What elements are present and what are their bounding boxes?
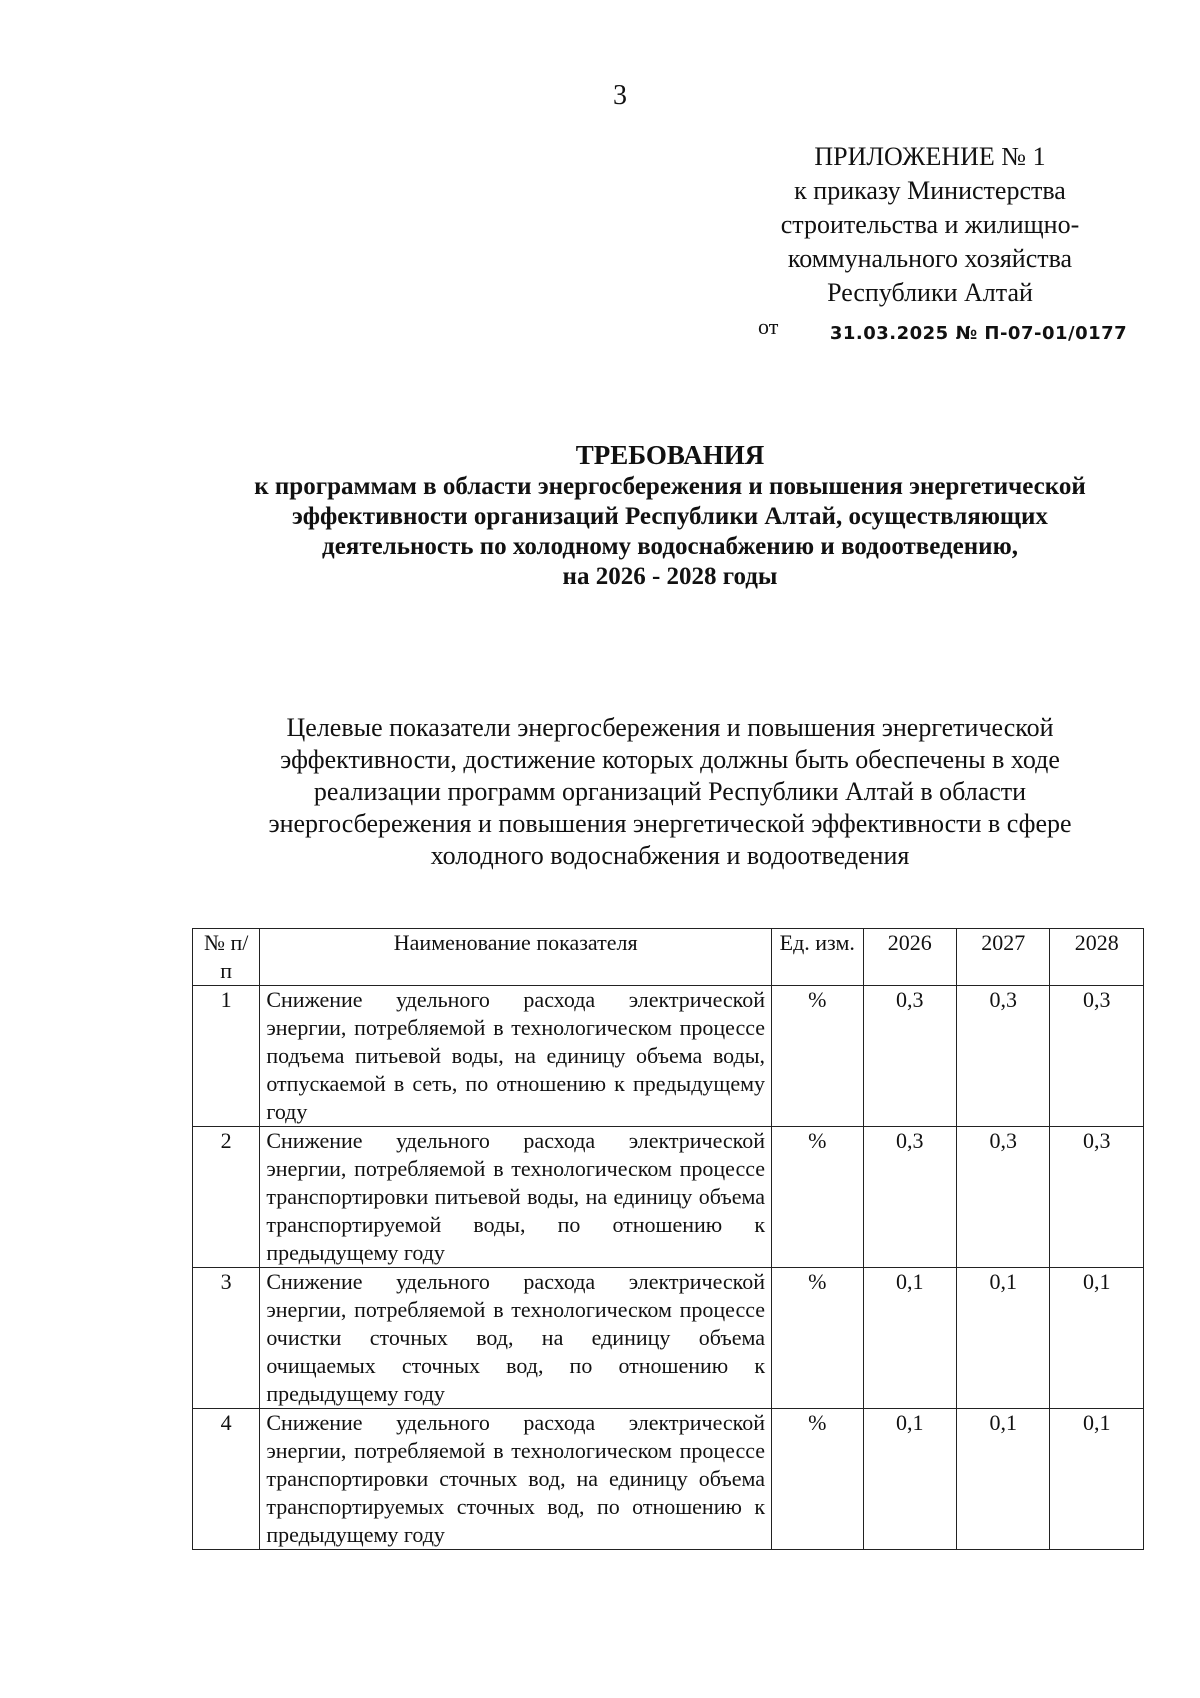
row-value-2027: 0,1 [956, 1409, 1049, 1550]
row-value-2028: 0,3 [1050, 986, 1144, 1127]
order-from-label: от [758, 314, 779, 339]
header-name: Наименование показателя [260, 929, 772, 986]
row-indicator-name: Снижение удельного расхода электрической энергии, потребляемой в технологическом процессе очистки сточных вод, на единицу объема очищаемых сточных вод, по отношению к предыдущему году [260, 1268, 772, 1409]
appendix-header [740, 140, 1120, 310]
title-main: ТРЕБОВАНИЯ [575, 440, 765, 470]
table-caption [190, 712, 1150, 872]
title-line: к программам в области энергосбережения и повышения энергетической [254, 473, 1086, 500]
row-value-2028: 0,3 [1050, 1127, 1144, 1268]
row-value-2026: 0,1 [863, 1409, 956, 1550]
header-unit: Ед. изм. [772, 929, 863, 986]
row-num: 3 [193, 1268, 260, 1409]
row-value-2027: 0,1 [956, 1268, 1049, 1409]
table-row [193, 1409, 1144, 1550]
row-indicator-name: Снижение удельного расхода электрической энергии, потребляемой в технологическом процессе подъема питьевой воды, на единицу объема воды, отпускаемой в сеть, по отношению к предыдущему году [260, 986, 772, 1127]
header-year-2028: 2028 [1050, 929, 1144, 986]
order-reference [758, 314, 1128, 344]
row-value-2026: 0,3 [863, 1127, 956, 1268]
header-num: № п/п [193, 929, 260, 986]
appendix-line: ПРИЛОЖЕНИЕ № 1 [814, 142, 1046, 171]
document-title [190, 440, 1150, 592]
table-header-row [193, 929, 1144, 986]
caption-line: холодного водоснабжения и водоотведения [430, 841, 910, 870]
row-value-2027: 0,3 [956, 1127, 1049, 1268]
row-unit: % [772, 986, 863, 1127]
caption-line: реализации программ организаций Республики Алтай в области [313, 777, 1027, 806]
row-value-2026: 0,1 [863, 1268, 956, 1409]
caption-line: эффективности, достижение которых должны быть обеспечены в ходе [280, 745, 1060, 774]
row-indicator-name: Снижение удельного расхода электрической энергии, потребляемой в технологическом процессе транспортировки питьевой воды, на единицу объема транспортируемой воды, по отношению к предыдущему году [260, 1127, 772, 1268]
row-num: 2 [193, 1127, 260, 1268]
appendix-line: Республики Алтай [827, 278, 1033, 307]
row-num: 4 [193, 1409, 260, 1550]
appendix-line: коммунального хозяйства [787, 244, 1073, 273]
row-value-2028: 0,1 [1050, 1268, 1144, 1409]
caption-line: Целевые показатели энергосбережения и повышения энергетической [286, 713, 1054, 742]
header-year-2027: 2027 [956, 929, 1049, 986]
table-row [193, 1127, 1144, 1268]
table-row [193, 1268, 1144, 1409]
title-line: эффективности организаций Республики Алтай, осуществляющих [292, 503, 1048, 530]
row-value-2027: 0,3 [956, 986, 1049, 1127]
order-date-number-stamp: 31.03.2025 № П-07-01/0177 [829, 323, 1128, 344]
title-line: деятельность по холодному водоснабжению и водоотведению, [322, 533, 1018, 560]
title-line: на 2026 - 2028 годы [562, 563, 778, 590]
header-year-2026: 2026 [863, 929, 956, 986]
row-unit: % [772, 1409, 863, 1550]
caption-line: энергосбережения и повышения энергетической эффективности в сфере [268, 809, 1072, 838]
appendix-line: к приказу Министерства [794, 176, 1066, 205]
table-row [193, 986, 1144, 1127]
row-indicator-name: Снижение удельного расхода электрической энергии, потребляемой в технологическом процессе транспортировки сточных вод, на единицу объема транспортируемых сточных вод, по отношению к предыдущему году [260, 1409, 772, 1550]
page-number: 3 [613, 80, 627, 111]
row-value-2028: 0,1 [1050, 1409, 1144, 1550]
row-unit: % [772, 1127, 863, 1268]
appendix-line: строительства и жилищно- [780, 210, 1080, 239]
row-unit: % [772, 1268, 863, 1409]
row-num: 1 [193, 986, 260, 1127]
indicators-table [192, 928, 1144, 1550]
row-value-2026: 0,3 [863, 986, 956, 1127]
